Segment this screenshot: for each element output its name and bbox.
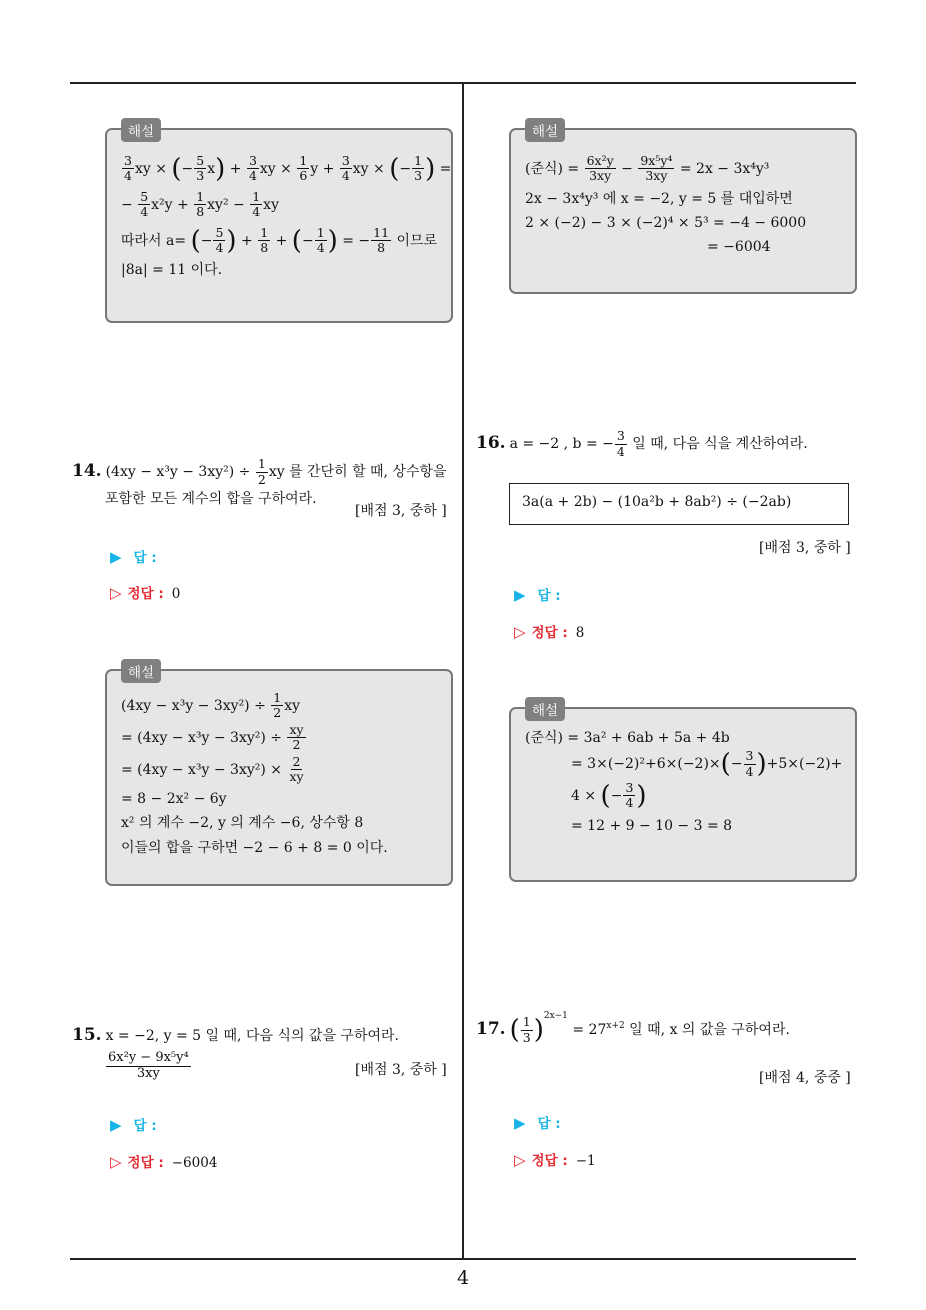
triangle-outline-icon: ▷ xyxy=(110,584,122,602)
solution-tag: 해설 xyxy=(525,697,565,721)
solution-line: 이들의 합을 구하면 −2 − 6 + 8 = 0 이다. xyxy=(121,839,388,856)
solution-line: = (4xy − x³y − 3xy²) ÷ $\frac{xy}{2}$ xyxy=(121,721,304,753)
q16-solution-box xyxy=(509,703,857,882)
q13-solution-box xyxy=(105,124,453,323)
solution-line: (4xy − x³y − 3xy²) ÷ $\frac{1}{2}$ xy xyxy=(121,690,301,721)
solution-tag: 해설 xyxy=(121,118,161,142)
solution-line: 2x − 3x⁴y³ 에 x = −2, y = 5 를 대입하면 xyxy=(525,190,793,207)
answer-field[interactable]: ▶ 답 : xyxy=(110,548,157,566)
question-text: 16. a = −2 , b = − $\frac{3}{4}$ 일 때, 다음 식을 계산하여라. xyxy=(476,428,808,459)
solution-line: 2 × (−2) − 3 × (−2)⁴ × 5³ = −4 − 6000 xyxy=(525,214,807,231)
solution-line: x² 의 계수 −2, y 의 계수 −6, 상수항 8 xyxy=(121,815,364,832)
q14-solution-box xyxy=(105,665,453,886)
question-number: 14. xyxy=(72,461,102,481)
question-17 xyxy=(476,1011,856,1045)
solution-line: (준식) = 3a² + 6ab + 5a + 4b xyxy=(525,730,730,746)
solution-line: = 12 + 9 − 10 − 3 = 8 xyxy=(571,817,733,834)
question-number: 16. xyxy=(476,433,506,453)
solution-line: = −6004 xyxy=(707,239,771,256)
answer-field[interactable]: ▶ 답 : xyxy=(514,586,561,604)
solution-line: = 8 − 2x² − 6y xyxy=(121,791,227,808)
page-number: 4 xyxy=(456,1267,470,1289)
solution-tag: 해설 xyxy=(121,659,161,683)
question-text: 14. (4xy − x³y − 3xy²) ÷ $\frac{1}{2}$ xy 를 간단히 할 때, 상수항을 xyxy=(72,456,447,487)
solution-line: $\frac{3}{4}$ xy × (− $\frac{5}{3}$ x) + $\frac{3}{4}$ xy × $\frac{1}{6}$ y + $\frac{3}{4}$ xy × (− $\frac{1}{3}$ ) = xyxy=(124,153,452,184)
correct-answer: ▷ 정답 : −1 xyxy=(514,1151,596,1169)
solution-tag: 해설 xyxy=(525,118,565,142)
play-icon: ▶ xyxy=(110,548,122,566)
points-label: [배점 3, 중하 ] xyxy=(759,540,851,556)
play-icon: ▶ xyxy=(514,1114,526,1132)
triangle-outline-icon: ▷ xyxy=(514,1151,526,1169)
question-text: 17. ( $\frac{1}{3}$ )$^{2x-1} = 27^{x+2}$ 일 때, x 의 값을 구하여라. xyxy=(476,1011,790,1045)
correct-answer: ▷ 정답 : −6004 xyxy=(110,1153,218,1171)
triangle-outline-icon: ▷ xyxy=(514,623,526,641)
column-divider xyxy=(462,83,464,1259)
solution-line: (준식) = $\frac{\text{6x²y}}{3xy}$ − $\frac{\text{9x⁵y⁴}}{3xy}$ = 2x − 3x⁴y³ xyxy=(525,153,770,184)
bottom-rule xyxy=(70,1258,856,1260)
question-number: 17. xyxy=(476,1019,506,1039)
solution-line: 4 × (− $\frac{3}{4}$ ) xyxy=(571,779,647,811)
solution-line: 따라서 a= (− $\frac{5}{4}$ ) + $\frac{1}{8}$ + (− $\frac{1}{4}$ ) = − $\frac{11}{8}$ 이므로 xyxy=(121,224,438,256)
solution-line: = (4xy − x³y − 3xy²) × $\frac{2}{xy}$ xyxy=(121,753,304,784)
points-label: [배점 3, 중하 ] xyxy=(355,503,447,519)
expression-box: 3a(a + 2b) − (10a²b + 8ab²) ÷ (−2ab) xyxy=(509,483,849,525)
question-number: 15. xyxy=(72,1025,102,1045)
solution-line: |8a| = 11 이다. xyxy=(121,262,223,279)
question-text: 포함한 모든 계수의 합을 구하여라. xyxy=(105,490,317,507)
triangle-outline-icon: ▷ xyxy=(110,1153,122,1171)
answer-field[interactable]: ▶ 답 : xyxy=(110,1116,157,1134)
solution-line: − $\frac{5}{4}$ x²y + $\frac{1}{8}$ xy² − $\frac{1}{4}$ xy xyxy=(121,188,279,220)
correct-answer: ▷ 정답 : 8 xyxy=(514,623,585,641)
play-icon: ▶ xyxy=(110,1116,122,1134)
points-label: [배점 4, 중중 ] xyxy=(759,1070,851,1086)
q15-solution-box xyxy=(509,124,857,294)
points-label: [배점 3, 중하 ] xyxy=(355,1062,447,1078)
question-text: 15. x = −2, y = 5 일 때, 다음 식의 값을 구하여라. xyxy=(72,1025,399,1045)
question-expression: $\frac{\text{6x²y − 9x⁵y⁴}}{3xy}$ xyxy=(108,1049,189,1081)
question-16 xyxy=(476,428,856,459)
play-icon: ▶ xyxy=(514,586,526,604)
answer-field[interactable]: ▶ 답 : xyxy=(514,1114,561,1132)
solution-line: = 3×(−2)²+6×(−2)×(− $\frac{3}{4}$ )+5×(−2)+ xyxy=(571,748,843,780)
correct-answer: ▷ 정답 : 0 xyxy=(110,584,181,602)
